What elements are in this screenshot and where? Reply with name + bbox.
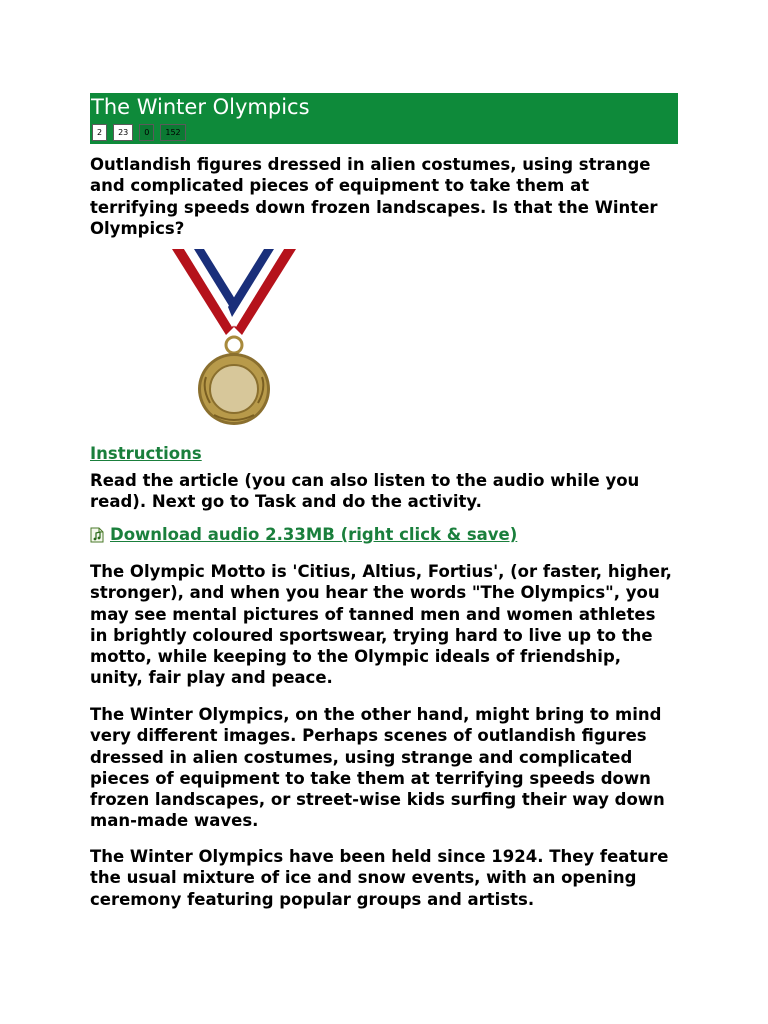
page-title: The Winter Olympics <box>91 95 310 119</box>
article-paragraph: The Olympic Motto is 'Citius, Altius, Fortius', (or faster, higher, stronger), and when you hear the words "The Olympics", you may see mental pictures of tanned men and women athletes in brightly coloured sportswear, trying hard to live up to the motto, while keeping to the Olympic ideals of friendship, unity, fair play and peace. <box>90 562 672 688</box>
article-paragraph: The Winter Olympics have been held since 1924. They feature the usual mixture of ice and snow events, with an opening ceremony featuring popular groups and artists. <box>90 847 669 909</box>
title-bar <box>90 93 678 144</box>
stat-badge[interactable]: 152 <box>160 124 185 141</box>
instructions-text: Read the article (you can also listen to the audio while you read). Next go to Task and do the activity. <box>90 471 640 512</box>
stats-row <box>92 124 186 141</box>
download-audio-link[interactable]: Download audio 2.33MB (right click & save) <box>110 525 518 544</box>
article-paragraph: The Winter Olympics, on the other hand, might bring to mind very different images. Perhaps scenes of outlandish figures dressed in alien costumes, using strange and complicated pieces of equipment to take them at terrifying speeds down frozen landscapes, or street-wise kids surfing their way down man-made waves. <box>90 705 665 831</box>
medal-icon <box>170 249 298 429</box>
stat-badge[interactable]: 0 <box>139 124 154 141</box>
download-audio-row <box>90 524 517 546</box>
audio-file-icon[interactable] <box>90 527 104 543</box>
stat-badge[interactable]: 2 <box>92 124 107 141</box>
stat-badge[interactable]: 23 <box>113 124 133 141</box>
instructions-link[interactable]: Instructions <box>90 444 202 463</box>
article-page <box>90 93 678 909</box>
intro-paragraph: Outlandish figures dressed in alien costumes, using strange and complicated pieces of equipment to take them at terrifying speeds down frozen landscapes. Is that the Winter Olympics? <box>90 155 658 238</box>
